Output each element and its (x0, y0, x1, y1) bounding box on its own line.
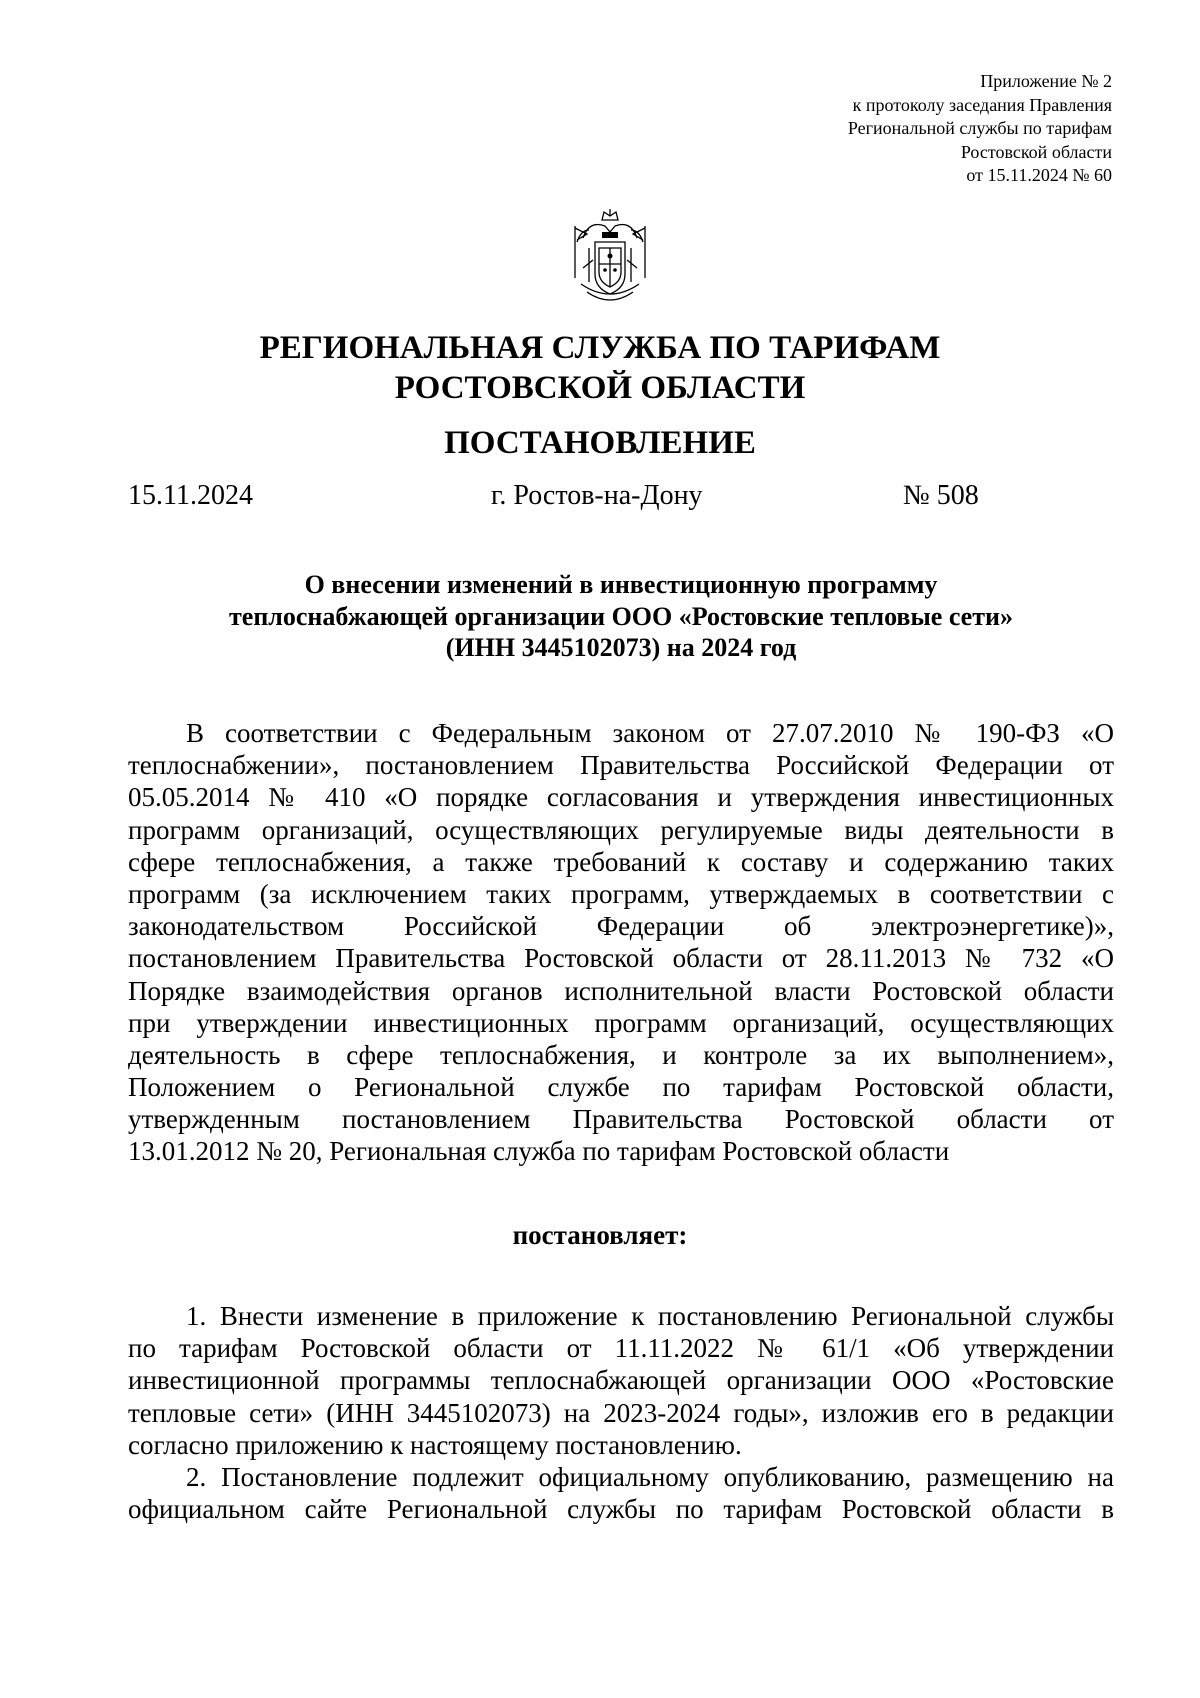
item1-line: по тарифам Ростовской области от 11.11.2022 № 61/1 «Об утверждении (128, 1333, 1114, 1364)
item1-line: тепловые сети» (ИНН 3445102073) на 2023-2024 годы», изложив его в редакции (128, 1397, 1114, 1428)
resolves-heading: постановляет: (512, 1220, 688, 1250)
preamble-line: сфере теплоснабжения, а также требований к составу и содержанию таких (128, 846, 1114, 877)
preamble-line: деятельность в сфере теплоснабжения, и контроле за их выполнением», (128, 1039, 1114, 1070)
annex-line: Приложение № 2 (980, 71, 1112, 91)
preamble-line: В соответствии с Федеральным законом от 27.07.2010 № 190-ФЗ «О (186, 718, 1114, 748)
preamble-line: программ организаций, осуществляющих регулируемые виды деятельности в (128, 814, 1114, 845)
preamble-line: при утверждении инвестиционных программ организаций, осуществляющих (128, 1007, 1114, 1038)
annex-line: Региональной службы по тарифам (847, 118, 1112, 138)
annex-line: к протоколу заседания Правления (852, 94, 1112, 115)
preamble-line: постановлением Правительства Ростовской области от 28.11.2013 № 732 «О (128, 943, 1114, 974)
item1-line: инвестиционной программы теплоснабжающей организации ООО «Ростовские (128, 1365, 1114, 1396)
subject-line: (ИНН 3445102073) на 2024 год (445, 633, 797, 662)
preamble-paragraph (128, 717, 1114, 1168)
preamble-line: программ (за исключением таких программ, утверждаемых в соответствии с (128, 878, 1114, 909)
preamble-line: законодательством Российской Федерации об электроэнергетике)», (128, 911, 1114, 942)
item1-line: 1. Внести изменение в приложение к постановлению Региональной службы (186, 1301, 1114, 1331)
subject-line: О внесении изменений в инвестиционную программу (304, 570, 938, 599)
annex-line: от 15.11.2024 № 60 (966, 165, 1112, 185)
preamble-line: теплоснабжении», постановлением Правительства Российской Федерации от (128, 750, 1114, 781)
document-city: г. Ростов-на-Дону (491, 480, 703, 511)
preamble-line: 13.01.2012 № 20, Региональная служба по тарифам Ростовской области (128, 1136, 950, 1167)
annex-reference (730, 70, 1112, 188)
subject-line: теплоснабжающей организации ООО «Ростовские тепловые сети» (229, 601, 1013, 631)
preamble-line: Порядке взаимодействия органов исполнительной власти Ростовской области (128, 975, 1114, 1006)
agency-name-line2: РОСТОВСКОЙ ОБЛАСТИ (394, 370, 806, 406)
document-type-title: ПОСТАНОВЛЕНИЕ (444, 425, 756, 461)
preamble-line: Положением о Региональной службе по тарифам Ростовской области, (128, 1072, 1114, 1103)
annex-line: Ростовской области (960, 141, 1112, 162)
item1-line: согласно приложению к настоящему постановлению. (128, 1429, 742, 1460)
preamble-line: 05.05.2014 № 410 «О порядке согласования и утверждения инвестиционных (128, 782, 1114, 813)
coat-of-arms-icon (569, 208, 651, 313)
item2-line: официальном сайте Региональной службы по тарифам Ростовской области в (128, 1494, 1114, 1525)
preamble-line: утвержденным постановлением Правительства Ростовской области от (128, 1104, 1114, 1135)
agency-name-line1: РЕГИОНАЛЬНАЯ СЛУЖБА ПО ТАРИФАМ (259, 330, 941, 366)
resolution-items (128, 1300, 1114, 1525)
document-number: № 508 (903, 480, 979, 511)
item2-line: 2. Постановление подлежит официальному опубликованию, размещению на (186, 1461, 1114, 1492)
document-date: 15.11.2024 (128, 480, 253, 511)
document-subject (128, 569, 1114, 664)
